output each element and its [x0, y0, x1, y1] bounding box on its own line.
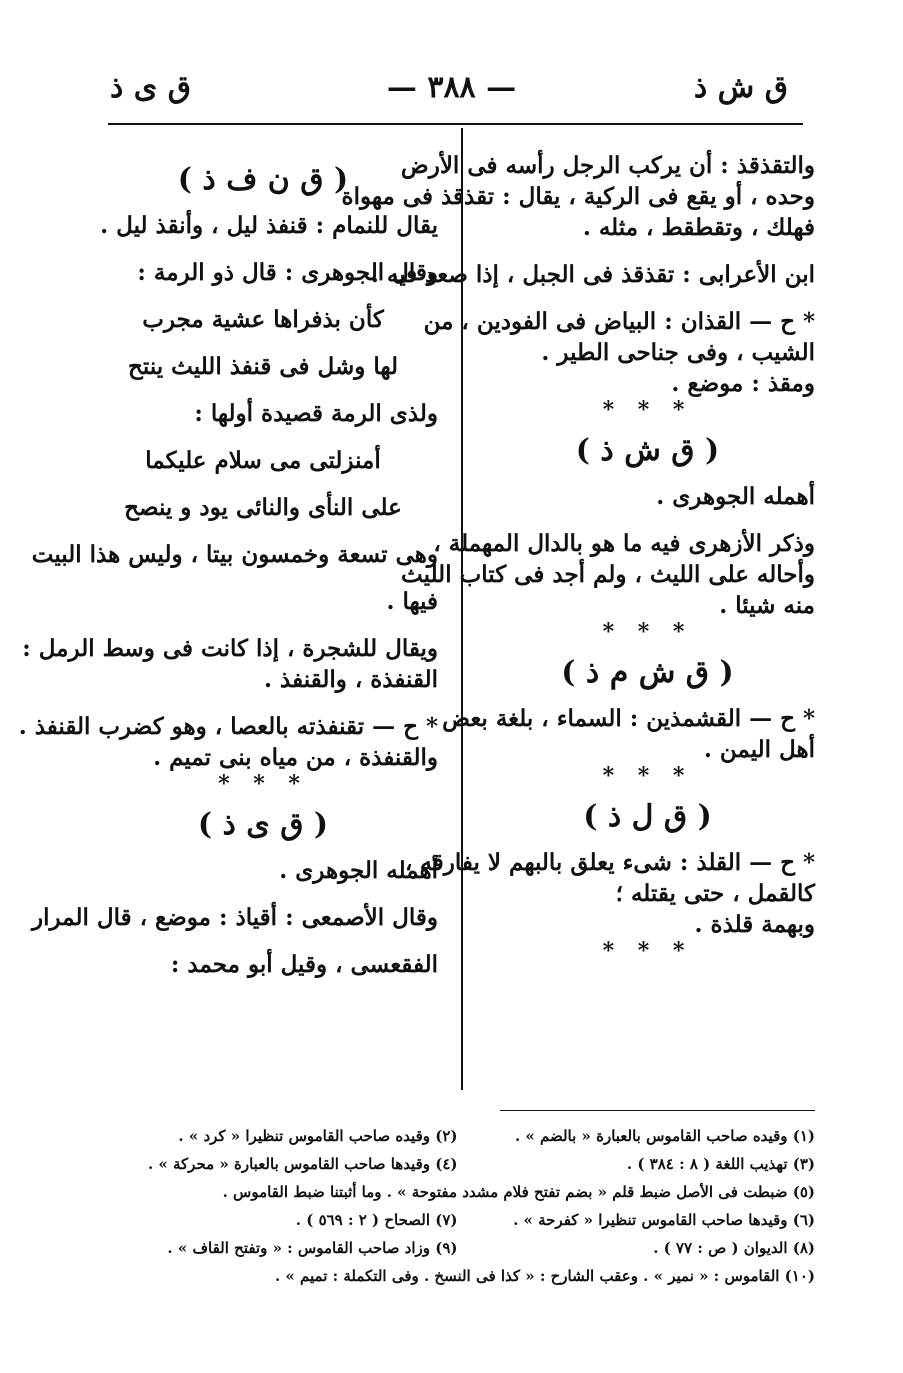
- footnotes: [100, 1122, 815, 1290]
- text-line: وقال الجوهرى : قال ذو الرمة :: [137, 259, 438, 286]
- text-line: يقال للنمام : قنفذ ليل ، وأنقذ ليل .: [100, 212, 438, 239]
- text-line: كالقمل ، حتى يقتله ؛: [615, 880, 815, 907]
- section-separator: * * *: [218, 771, 308, 797]
- text-line: أهمله الجوهرى .: [656, 483, 815, 510]
- text-line: وذكر الأزهرى فيه ما هو بالدال المهملة ،: [433, 530, 815, 557]
- text-line: ولذى الرمة قصيدة أولها :: [194, 400, 438, 427]
- footnote-rule: [500, 1110, 815, 1111]
- text-line: ويقال للشجرة ، إذا كانت فى وسط الرمل :: [22, 635, 438, 662]
- text-line: * ح — القشمذين : السماء ، بلغة بعض: [442, 705, 815, 732]
- footnote: (٢) وقيده صاحب القاموس تنظيرا « كرد » .: [178, 1127, 458, 1145]
- entry-heading: ( ق ل ذ ): [583, 799, 712, 834]
- text-line: القنفذة ، والقنفذ .: [264, 666, 438, 693]
- footnote: (٧) الصحاح ( ٢ : ٥٦٩ ) .: [295, 1211, 458, 1229]
- text-line: ومقذ : موضع .: [671, 370, 815, 397]
- text-line: وأحاله على الليث ، ولم أجد فى كتاب الليث: [401, 561, 815, 588]
- footnote: (٤) وقيدها صاحب القاموس بالعبارة « محركة » .: [147, 1155, 458, 1173]
- text-line: وحده ، أو يقع فى الركية ، يقال : تقذقذ فى مهواة: [341, 183, 815, 210]
- footnote: (٦) وقيدها صاحب القاموس تنظيرا « كفرحة » .: [513, 1211, 815, 1229]
- text-line: منه شيئا .: [719, 592, 815, 619]
- entry-heading: ( ق ش ذ ): [575, 433, 720, 468]
- text-line: أهمله الجوهرى .: [279, 857, 438, 884]
- section-separator: * * *: [602, 763, 693, 789]
- text-line: * ح — القلذ : شىء يعلق بالبهم لا يفارقه ،: [405, 849, 815, 876]
- verse-line: لها وشل فى قنفذ الليث ينتح: [128, 353, 398, 380]
- footnote: (٣) تهذيب اللغة ( ٨ : ٣٨٤ ) .: [626, 1155, 815, 1173]
- entry-heading: ( ق ى ذ ): [197, 807, 329, 842]
- text-line: وهى تسعة وخمسون بيتا ، وليس هذا البيت: [31, 541, 438, 568]
- footnote: (٩) وزاد صاحب القاموس : « وتفتح القاف » .: [167, 1239, 458, 1257]
- text-line: وقال الأصمعى : أقياذ : موضع ، قال المرار: [31, 904, 438, 931]
- entry-heading: ( ق ش م ذ ): [561, 655, 734, 690]
- text-line: والقنفذة ، من مياه بنى تميم .: [153, 744, 438, 771]
- left-column: [18, 150, 438, 980]
- text-line: أهل اليمن .: [703, 736, 815, 763]
- text-line: والتقذقذ : أن يركب الرجل رأسه فى الأرض: [400, 152, 815, 179]
- section-separator: * * *: [602, 938, 693, 964]
- running-head-right: ق ش ذ: [693, 70, 788, 105]
- text-line: فهلك ، وتقطقط ، مثله .: [582, 214, 815, 241]
- text-line: فيها .: [386, 588, 438, 615]
- running-head-left: ق ى ذ: [110, 70, 192, 105]
- page-number: — ٣٨٨ —: [386, 70, 517, 105]
- entry-heading: ( ق ن ف ذ ): [177, 162, 349, 197]
- verse-line: أمنزلتى مى سلام عليكما: [145, 447, 381, 474]
- verse-line: كأن بذفراها عشية مجرب: [142, 306, 384, 333]
- text-line: * ح — تقنفذته بالعصا ، وهو كضرب القنفذ .: [18, 713, 438, 740]
- footnote: (٥) ضبطت فى الأصل ضبط قلم « بضم تفتح فلام مشدد مفتوحة » . وما أثبتنا ضبط القاموس .: [222, 1183, 815, 1201]
- footnote: (١) وقيده صاحب القاموس بالعبارة « بالضم » .: [514, 1127, 815, 1145]
- header-rule: [108, 123, 803, 125]
- section-separator: * * *: [602, 397, 693, 423]
- footnote: (١٠) القاموس : « نمير » . وعقب الشارح : « كذا فى النسخ . وفى التكملة : تميم » .: [274, 1267, 815, 1285]
- footnote: (٨) الديوان ( ص : ٧٧ ) .: [653, 1239, 815, 1257]
- text-line: ابن الأعرابى : تقذقذ فى الجبل ، إذا صعد فيه .: [370, 261, 815, 288]
- text-line: الشيب ، وفى جناحى الطير .: [541, 339, 815, 366]
- text-line: وبهمة قلذة .: [694, 911, 815, 938]
- text-line: * ح — القذان : البياض فى الفودين ، من: [423, 308, 815, 335]
- verse-line: على النأى والنائى يود و ينصح: [124, 494, 402, 521]
- text-line: الفقعسى ، وقيل أبو محمد :: [170, 951, 438, 978]
- section-separator: * * *: [602, 619, 693, 645]
